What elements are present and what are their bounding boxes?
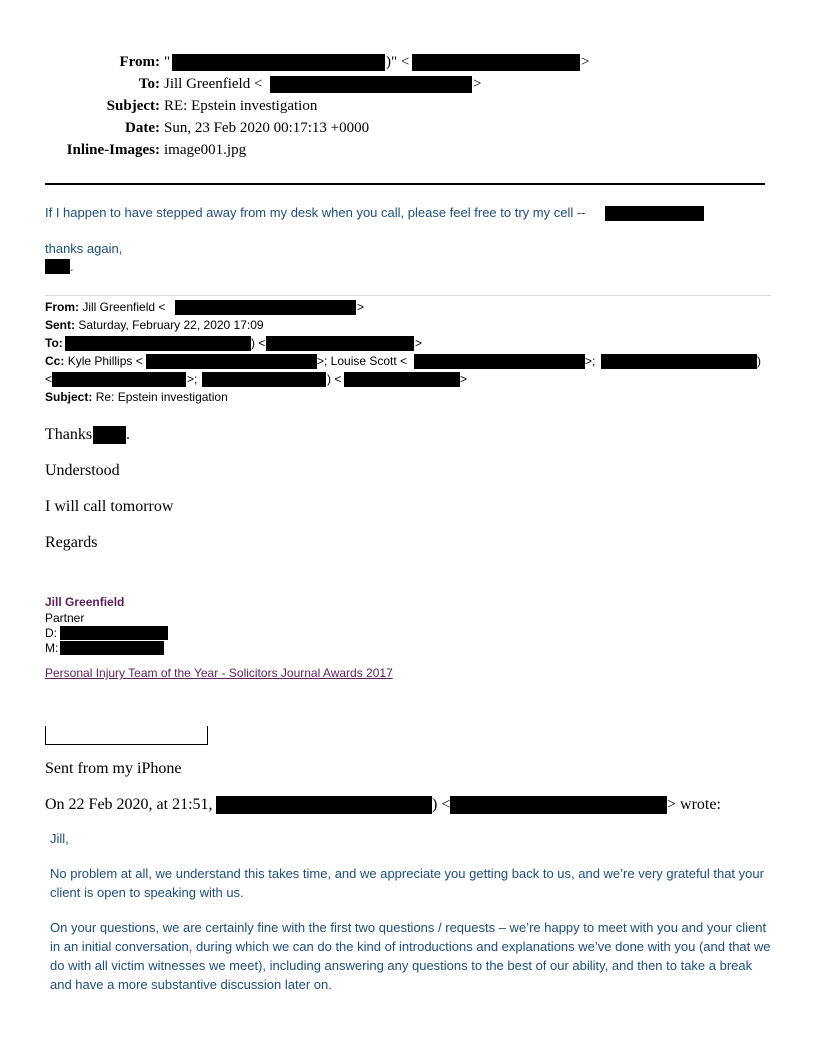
redaction-block [175,300,356,315]
redaction-block [216,796,432,814]
redaction-block [172,54,385,71]
signature-d-label: D: [45,626,57,640]
wrote: > wrote: [667,796,721,813]
header-divider [45,183,765,185]
redaction-block [65,336,251,351]
fwd-cc-sep: >; [585,354,596,368]
redaction-block [601,354,757,369]
subject-label: Subject: [106,98,160,114]
on-date: On 22 Feb 2020, at 21:51, [45,796,213,813]
on-mid: ) < [432,796,451,813]
body-understood: Understood [45,462,120,479]
fwd-from-close: > [357,300,365,314]
signature-name: Jill Greenfield [45,595,125,609]
forward-divider [45,295,771,296]
to-value: Jill Greenfield < [164,76,263,92]
quoted-paragraph: On your questions, we are certainly fine with the first two questions / requests – we’re happy to meet with you and your client in an initial conversation, during which we can do the kind of introductions and explanations we’ve done with you (and that we do with all victim witnesses we meet), including answering any questions to the best of our ability, and then to take a break and have a more substantive discussion later on. [50,920,771,992]
fwd-cc-louise: >; Louise Scott < [317,354,408,368]
redaction-block [45,259,70,274]
quoted-greeting: Jill, [50,831,69,846]
from-close: > [581,54,590,70]
redaction-block [344,372,460,387]
fwd-cc-kyle: Kyle Phillips < [67,354,143,368]
redaction-block [605,206,704,221]
redaction-block [414,354,585,369]
award-link[interactable]: Personal Injury Team of the Year - Solicitors Journal Awards 2017 [45,666,393,680]
fwd-cc-line2-open: < [45,372,53,386]
fwd-subject-label: Subject: [45,390,93,404]
fwd-from-label: From: [45,300,79,314]
signature-title: Partner [45,611,85,625]
redaction-block [146,354,317,369]
from-open-quote: " [164,54,171,70]
quoted-paragraph: No problem at all, we understand this takes time, and we appreciate you getting back to us, and we’re very grateful that your client is open to speaking with us. [50,866,764,900]
reply-line: If I happen to have stepped away from my desk when you call, please feel free to try my cell -- [45,205,586,220]
fwd-from-value: Jill Greenfield < [82,300,166,314]
redaction-block [270,76,472,93]
to-label: To: [138,76,160,92]
fwd-sent-label: Sent: [45,318,75,332]
date-label: Date: [125,120,160,136]
redaction-block [60,641,164,655]
inline-images-label: Inline-Images: [66,142,160,158]
redaction-block [52,372,186,387]
redaction-block [412,54,580,71]
fwd-cc-line2-mid: ) < [327,372,342,386]
fwd-cc-line2-close: > [460,372,468,386]
reply-signoff-punct: . [70,259,74,274]
inline-images-value: image001.jpg [164,142,247,158]
fwd-cc-label: Cc: [45,354,65,368]
redaction-block [93,426,126,444]
redaction-block [202,372,326,387]
redaction-block [60,626,168,640]
fwd-to-close: > [415,336,423,350]
redaction-block [266,336,414,351]
body-thanks-punct: . [126,426,130,443]
body-call: I will call tomorrow [45,498,174,515]
reply-thanks: thanks again, [45,241,123,256]
from-label: From: [119,54,160,70]
body-thanks: Thanks [45,426,93,443]
body-regards: Regards [45,534,98,551]
subject-value: RE: Epstein investigation [164,98,318,114]
inline-image-placeholder [45,726,208,745]
signature-m-label: M: [45,641,59,655]
fwd-cc-line2-sep: >; [187,372,198,386]
sent-from-iphone: Sent from my iPhone [45,760,182,777]
fwd-subject-value: Re: Epstein investigation [95,390,228,404]
redaction-block [450,796,667,814]
to-close: > [473,76,482,92]
fwd-to-label: To: [45,336,63,350]
fwd-sent-value: Saturday, February 22, 2020 17:09 [78,318,264,332]
fwd-to-mid: ) < [251,336,266,350]
fwd-cc-paren: ) [757,354,761,368]
from-mid: )" < [386,54,410,70]
date-value: Sun, 23 Feb 2020 00:17:13 +0000 [164,120,370,136]
